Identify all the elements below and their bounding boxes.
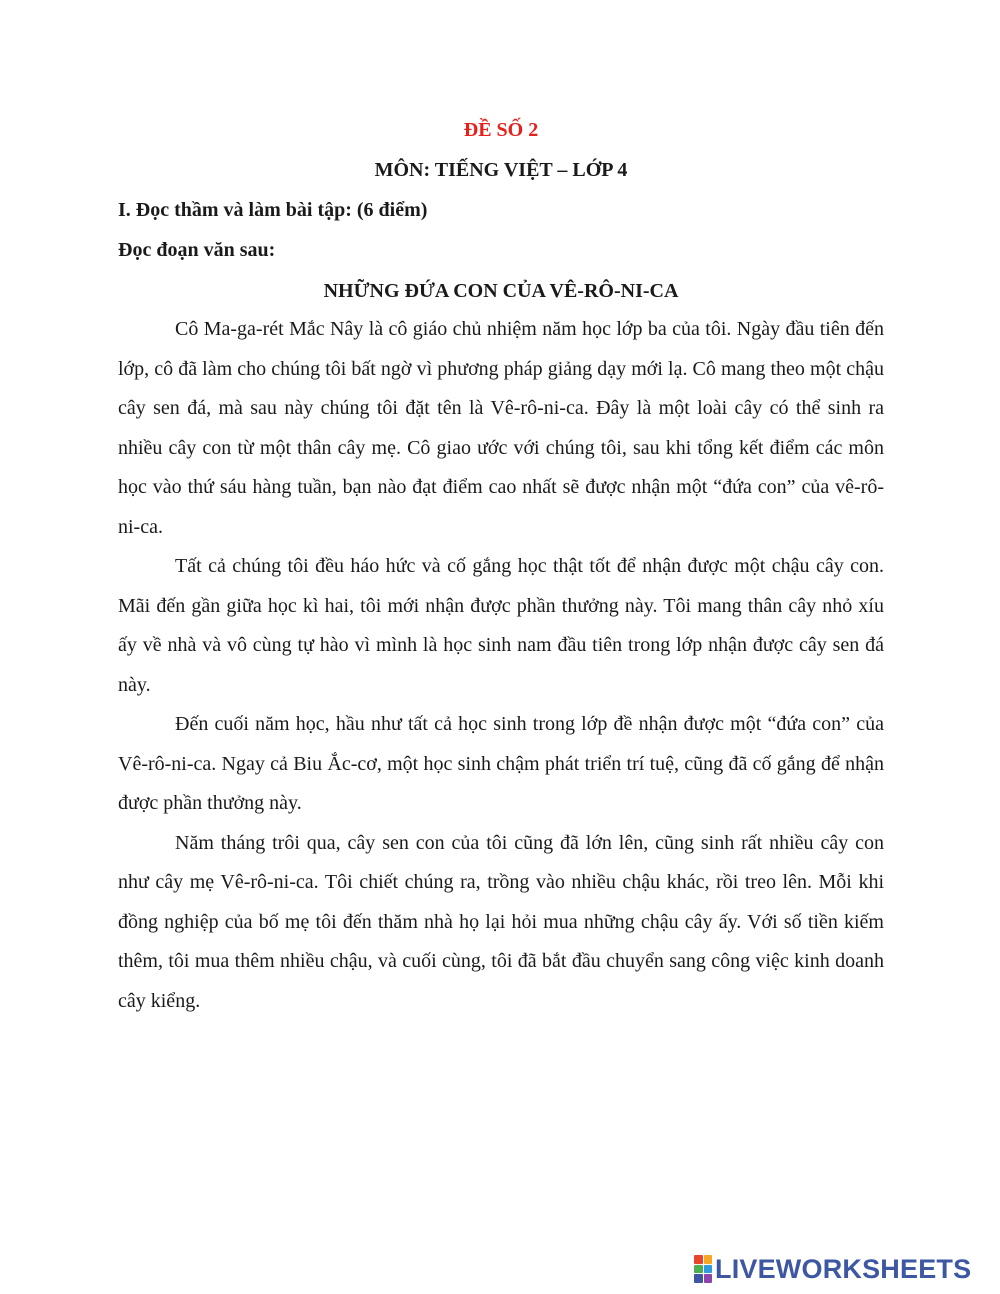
liveworksheets-watermark bbox=[694, 1254, 971, 1284]
liveworksheets-logo-icon bbox=[694, 1255, 712, 1283]
exam-number: ĐỀ SỐ 2 bbox=[463, 119, 539, 141]
story-paragraph: Tất cả chúng tôi đều háo hức và cố gắng học thật tốt để nhận được một chậu cây con. Mãi đến gần giữa học kì hai, tôi mới nhận được phần thưởng này. Tôi mang thân cây nhỏ xíu ấy về nhà và vô cùng tự hào vì mình là học sinh nam đầu tiên trong lớp nhận được cây sen đá này. bbox=[118, 555, 884, 696]
reading-instruction: Đọc đoạn văn sau: bbox=[118, 239, 276, 261]
subject-title: MÔN: TIẾNG VIỆT – LỚP 4 bbox=[374, 159, 628, 181]
story-paragraph: Năm tháng trôi qua, cây sen con của tôi cũng đã lớn lên, cũng sinh rất nhiều cây con như cây mẹ Vê-rô-ni-ca. Tôi chiết chúng ra, trồng vào nhiều chậu khác, rồi treo lên. Mỗi khi đồng nghiệp của bố mẹ tôi đến thăm nhà họ lại hỏi mua những chậu cây ấy. Với số tiền kiếm thêm, tôi mua thêm nhiều chậu, và cuối cùng, tôi đã bắt đầu chuyển sang công việc kinh doanh cây kiểng. bbox=[118, 831, 884, 1012]
section-heading: I. Đọc thầm và làm bài tập: (6 điểm) bbox=[118, 199, 428, 221]
watermark-text: LIVEWORKSHEETS bbox=[715, 1254, 972, 1284]
story-paragraph: Cô Ma-ga-rét Mắc Nây là cô giáo chủ nhiệm năm học lớp ba của tôi. Ngày đầu tiên đến lớp, cô đã làm cho chúng tôi bất ngờ vì phương pháp giảng dạy mới lạ. Cô mang theo một chậu cây sen đá, mà sau này chúng tôi đặt tên là Vê-rô-ni-ca. Đây là một loài cây có thể sinh ra nhiều cây con từ một thân cây mẹ. Cô giao ước với chúng tôi, sau khi tổng kết điểm các môn học vào thứ sáu hàng tuần, bạn nào đạt điểm cao nhất sẽ được nhận một “đứa con” của vê-rô-ni-ca. bbox=[118, 318, 884, 538]
worksheet-page bbox=[118, 110, 884, 1021]
story-body bbox=[118, 310, 884, 1021]
story-title: NHỮNG ĐỨA CON CỦA VÊ-RÔ-NI-CA bbox=[323, 280, 679, 302]
story-paragraph: Đến cuối năm học, hầu như tất cả học sinh trong lớp đề nhận được một “đứa con” của Vê-rô-ni-ca. Ngay cả Biu Ắc-cơ, một học sinh chậm phát triển trí tuệ, cũng đã cố gắng để nhận được phần thưởng này. bbox=[118, 713, 884, 814]
